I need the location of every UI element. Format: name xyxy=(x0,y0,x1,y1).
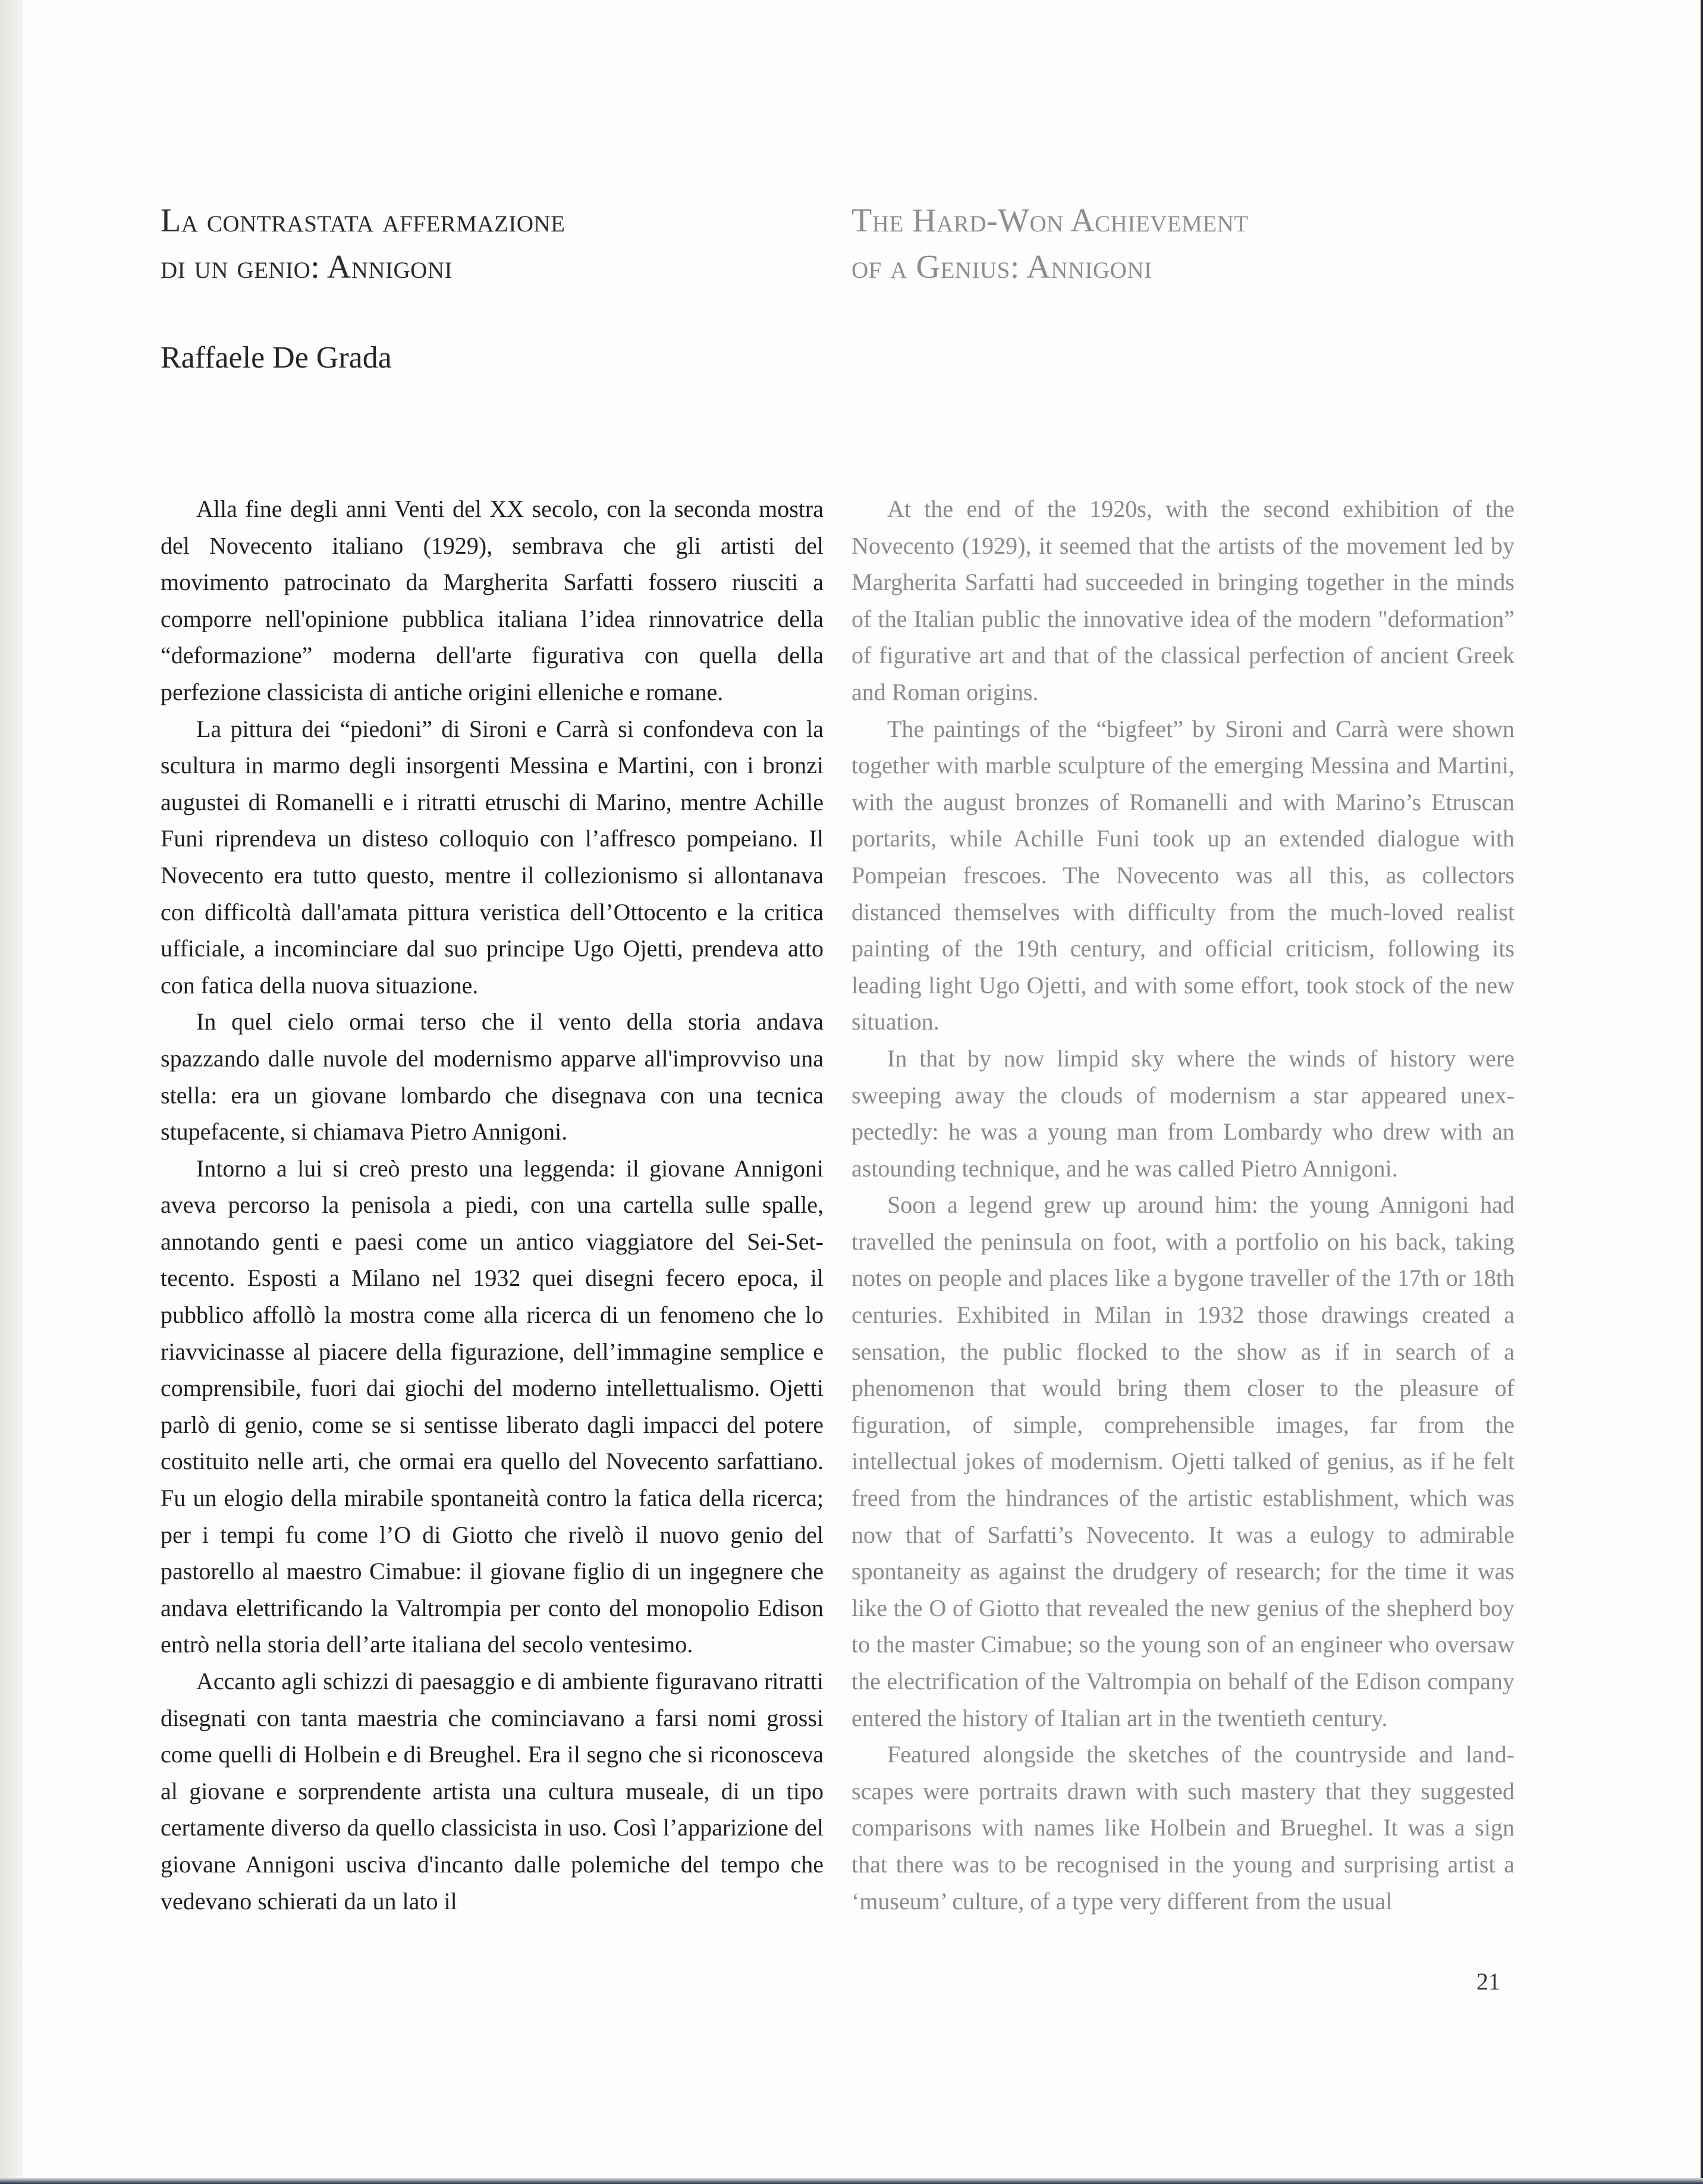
italian-title-line: La contrastata affermazione xyxy=(161,202,565,239)
english-paragraph: Soon a legend grew up around him: the young Annigoni had travelled the peninsula on foot, with a portfolio on his back, taking notes on people and places like a bygone traveller of the 17th or 18th centuries. Exhibited in Milan in 1932 those drawings created a sensation, the public flocked to the show as if in search of a phenomenon that would bring them closer to the pleasure of figuration, of simple, comprehensible images, far from the intellectual jokes of modernism. Ojetti talked of genius, as if he felt freed from the hindrances of the artistic establishment, which was now that of Sarfatti’s Novecento. It was a eulogy to admirable spontaneity as against the drudgery of research; for the time it was like the O of Giotto that revealed the new genius of the shepherd boy to the master Cimabue; so the young son of an engineer who oversaw the electrification of the Valtrompia on behalf of the Edison company entered the history of Italian art in the twentieth century. xyxy=(851,1191,1515,1731)
english-paragraph: The paintings of the “bigfeet” by Sironi and Carrà were shown together with marble sculpture of the emerging Messina and Martini, with the august bronzes of Romanelli and with Marino’s Etruscan portarits, while Achille Funi took up an extended dialogue with Pompeian frescoes. The Novecento was all this, as collectors distanced themselves with difficulty from the much-loved realist painting of the 19th century, and official criticism, following its leading light Ugo Ojetti, and with some effort, took stock of the new situation. xyxy=(851,715,1515,1035)
italian-title xyxy=(161,197,565,290)
english-title-line: of a Genius: Annigoni xyxy=(851,249,1152,285)
italian-paragraph: Intorno a lui si creò presto una leggenda: il giovane Annigoni aveva percorso la penisola a piedi, con una cartella sulle spalle, annotando genti e paesi come un antico viaggiatore del Sei-Settecento. Esposti a Milano nel 1932 quei disegni fecero epoca, il pubblico affollò la mostra come alla ricerca di un fenomeno che lo riavvicinasse al piacere della figurazione, dell’immagine semplice e comprensibile, fuori dai giochi del moderno intellettualismo. Ojetti parlò di genio, come se si sentisse liberato dagli impacci del potere costituito nelle arti, che ormai era quello del Novecento sarfattiano. Fu un elogio della mirabile spontaneità contro la fatica della ricerca; per i tempi fu come l’O di Giotto che rivelò il nuovo genio del pastorello al maestro Cimabue: il giovane figlio di un ingegnere che andava elettrificando la Valtrompia per conto del monopolio Edison entrò nella storia dell’arte italiana del secolo ventesimo. xyxy=(161,1154,824,1658)
english-paragraph: At the end of the 1920s, with the second exhibition of the Novecento (1929), it seemed that the artists of the movement led by Margherita Sarfatti had succeeded in bringing together in the minds of the Italian public the innovative idea of the modern "deformation” of figurative art and that of the classical perfection of ancient Greek and Roman origins. xyxy=(851,495,1515,705)
english-title xyxy=(851,197,1249,290)
italian-title-line: di un genio: Annigoni xyxy=(161,249,453,285)
book-gutter xyxy=(0,0,22,2178)
english-title-line: The Hard-Won Achievement xyxy=(851,202,1249,239)
italian-paragraph: La pittura dei “piedoni” di Sironi e Carrà si confondeva con la scultura in marmo degli insorgenti Messina e Martini, con i bronzi augustei di Romanelli e i ritratti etruschi di Marino, mentre Achille Funi riprendeva un disteso colloquio con l’affresco pompeiano. Il Novecento era tutto questo, mentre il collezionismo si allontanava con difficoltà dall'amata pittura veristica dell’Ottocento e la critica ufficiale, a incominciare dal suo principe Ugo Ojetti, prendeva atto con fatica della nuova situazione. xyxy=(161,715,824,999)
english-paragraph: In that by now limpid sky where the winds of history were sweeping away the clouds of modernism a star appeared unexpectedly: he was a young man from Lombardy who drew with an astounding technique, and he was called Pietro Annigoni. xyxy=(851,1044,1515,1182)
italian-paragraph: Alla fine degli anni Venti del XX secolo, con la seconda mostra del Novecento italiano (1929), sembrava che gli artisti del movimento patrocinato da Margherita Sarfatti fossero riusciti a comporre nell'opinione pubblica italiana l’idea rinnovatrice della “deformazione” moderna dell'arte figurativa con quella della perfezione classicista di antiche origini elleniche e romane. xyxy=(161,495,824,705)
english-body xyxy=(851,491,1515,1919)
page-number: 21 xyxy=(1476,1968,1500,1995)
author-name: Raffaele De Grada xyxy=(161,341,392,375)
page-bottom-edge xyxy=(0,2178,1703,2184)
italian-paragraph: Accanto agli schizzi di paesaggio e di ambiente figuravano ritratti disegnati con tanta maestria che cominciavano a farsi nomi grossi come quelli di Holbein e di Breughel. Era il segno che si riconosceva al giovane e sorprendente artista una cultura museale, di un tipo certamente diverso da quello classicista in uso. Così l’apparizione del giovane Annigoni usciva d'incanto dalle polemiche del tempo che vedevano schierati da un lato il xyxy=(161,1668,824,1915)
italian-paragraph: In quel cielo ormai terso che il vento della storia andava spazzando dalle nuvole del modernismo apparve all'improvviso una stella: era un giovane lombardo che disegnava con una tecnica stupefacente, si chiamava Pietro Annigoni. xyxy=(161,1008,824,1146)
english-paragraph: Featured alongside the sketches of the countryside and landscapes were portraits drawn with such mastery that they suggested comparisons with names like Holbein and Brueghel. It was a sign that there was to be recognised in the young and surprising artist a ‘museum’ culture, of a type very different from the usual xyxy=(851,1741,1515,1915)
italian-body xyxy=(161,491,824,1919)
